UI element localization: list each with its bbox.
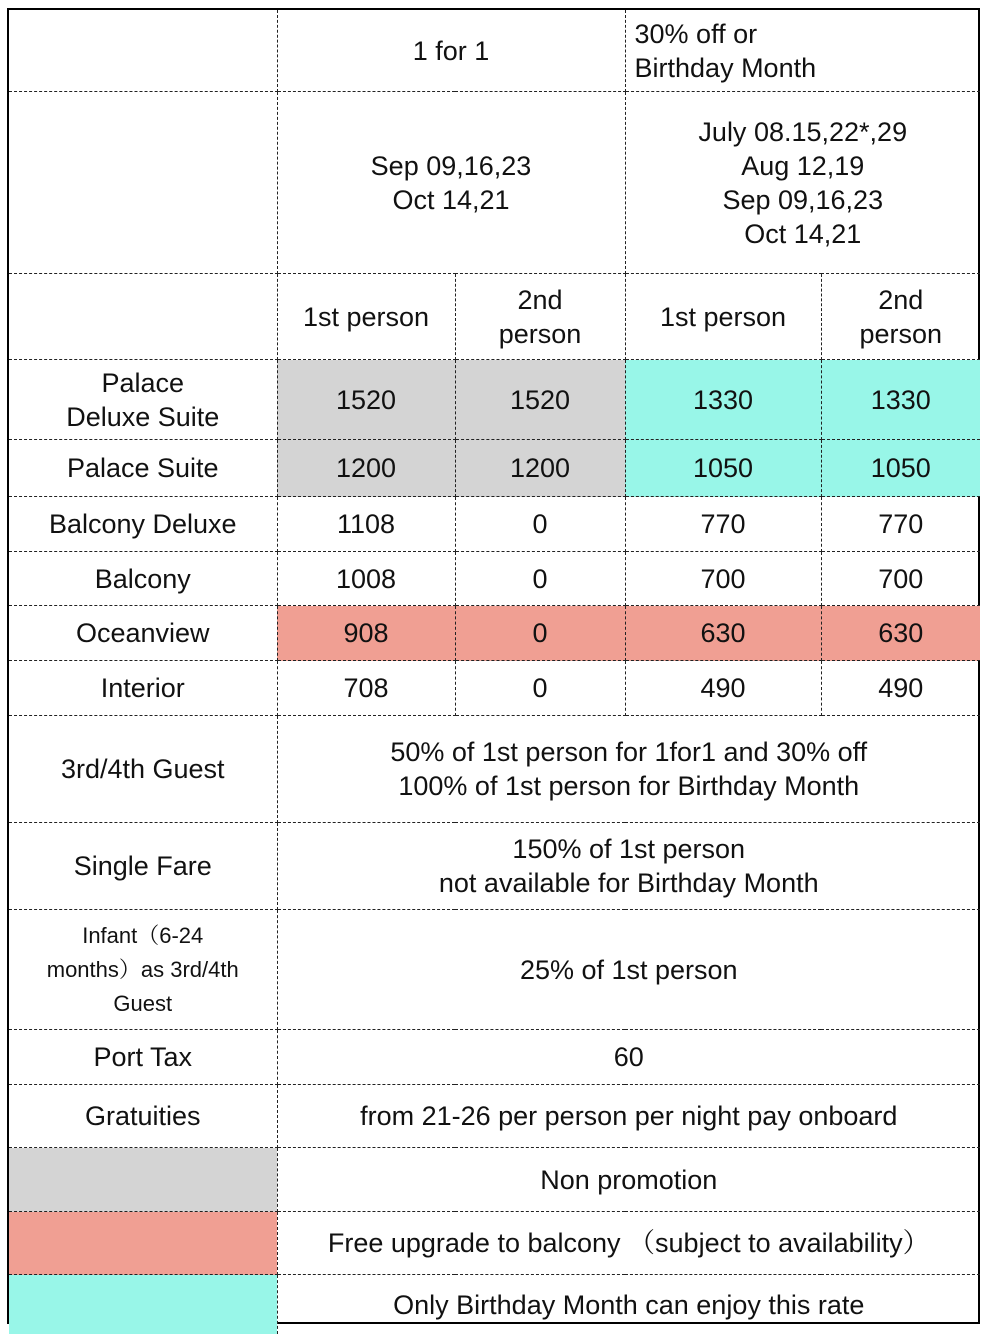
single-fare-line: not available for Birthday Month bbox=[282, 866, 977, 900]
date-line: July 08.15,22*,29 bbox=[630, 115, 977, 149]
fare-cell: 770 bbox=[821, 497, 980, 552]
single-fare-value bbox=[277, 823, 980, 910]
date-line: Oct 14,21 bbox=[282, 183, 621, 217]
legend-swatch-teal bbox=[9, 1275, 277, 1334]
second-person-header bbox=[821, 274, 980, 360]
fare-cell: 0 bbox=[455, 497, 625, 552]
first-person-header: 1st person bbox=[277, 274, 455, 360]
fare-cell: 0 bbox=[455, 606, 625, 661]
sailing-dates-row bbox=[9, 92, 980, 274]
second-person-line1: 2nd bbox=[826, 283, 977, 317]
dates-1for1-cell bbox=[277, 92, 625, 274]
promo-1for1-header: 1 for 1 bbox=[277, 10, 625, 92]
empty-person-label-cell bbox=[9, 274, 277, 360]
room-row-balcony-deluxe bbox=[9, 497, 980, 552]
room-row-interior bbox=[9, 661, 980, 716]
date-line: Sep 09,16,23 bbox=[282, 149, 621, 183]
single-fare-row bbox=[9, 823, 980, 910]
second-person-line2: person bbox=[826, 317, 977, 351]
fare-cell: 490 bbox=[821, 661, 980, 716]
guest34-row bbox=[9, 716, 980, 823]
port-tax-row bbox=[9, 1030, 980, 1085]
second-person-line2: person bbox=[460, 317, 621, 351]
port-tax-label: Port Tax bbox=[9, 1030, 277, 1085]
first-person-header: 1st person bbox=[625, 274, 821, 360]
fare-table bbox=[9, 10, 980, 1334]
fare-cell: 1520 bbox=[455, 360, 625, 440]
legend-swatch-salmon bbox=[9, 1212, 277, 1275]
gratuities-label: Gratuities bbox=[9, 1085, 277, 1148]
room-name-cell: Balcony bbox=[9, 552, 277, 606]
promo-header-row bbox=[9, 10, 980, 92]
infant-label-line: Infant（6-24 bbox=[13, 919, 273, 953]
port-tax-value: 60 bbox=[277, 1030, 980, 1085]
legend-row-birthday-only bbox=[9, 1275, 980, 1334]
promo-30off-line1: 30% off or bbox=[635, 17, 977, 51]
fare-cell: 1050 bbox=[625, 440, 821, 497]
fare-cell: 0 bbox=[455, 552, 625, 606]
legend-text-birthday-only: Only Birthday Month can enjoy this rate bbox=[277, 1275, 980, 1334]
fare-table-frame bbox=[7, 8, 980, 1324]
fare-cell: 770 bbox=[625, 497, 821, 552]
infant-row bbox=[9, 910, 980, 1030]
fare-cell: 1330 bbox=[821, 360, 980, 440]
guest34-line: 50% of 1st person for 1for1 and 30% off bbox=[282, 735, 977, 769]
fare-cell: 1008 bbox=[277, 552, 455, 606]
fare-cell: 630 bbox=[625, 606, 821, 661]
fare-cell: 490 bbox=[625, 661, 821, 716]
empty-dates-label-cell bbox=[9, 92, 277, 274]
date-line: Oct 14,21 bbox=[630, 217, 977, 251]
infant-label bbox=[9, 910, 277, 1030]
fare-cell: 700 bbox=[625, 552, 821, 606]
guest34-line: 100% of 1st person for Birthday Month bbox=[282, 769, 977, 803]
room-row-palace-suite bbox=[9, 440, 980, 497]
legend-text-non-promotion: Non promotion bbox=[277, 1148, 980, 1212]
date-line: Sep 09,16,23 bbox=[630, 183, 977, 217]
infant-label-line: months）as 3rd/4th bbox=[13, 953, 273, 987]
room-row-oceanview bbox=[9, 606, 980, 661]
empty-corner-cell bbox=[9, 10, 277, 92]
legend-row-non-promotion bbox=[9, 1148, 980, 1212]
fare-cell: 1520 bbox=[277, 360, 455, 440]
room-name-cell: Balcony Deluxe bbox=[9, 497, 277, 552]
fare-cell: 1050 bbox=[821, 440, 980, 497]
fare-cell: 0 bbox=[455, 661, 625, 716]
legend-swatch-grey bbox=[9, 1148, 277, 1212]
second-person-line1: 2nd bbox=[460, 283, 621, 317]
second-person-header bbox=[455, 274, 625, 360]
guest34-label: 3rd/4th Guest bbox=[9, 716, 277, 823]
guest34-value bbox=[277, 716, 980, 823]
fare-cell: 1200 bbox=[455, 440, 625, 497]
fare-cell: 1200 bbox=[277, 440, 455, 497]
room-name-cell bbox=[9, 360, 277, 440]
fare-cell: 700 bbox=[821, 552, 980, 606]
legend-text-free-upgrade: Free upgrade to balcony （subject to availability） bbox=[277, 1212, 980, 1275]
promo-30off-line2: Birthday Month bbox=[635, 51, 977, 85]
room-name-line: Palace bbox=[13, 366, 273, 400]
legend-row-free-upgrade bbox=[9, 1212, 980, 1275]
infant-label-line: Guest bbox=[13, 987, 273, 1021]
room-name-line: Deluxe Suite bbox=[13, 400, 273, 434]
date-line: Aug 12,19 bbox=[630, 149, 977, 183]
single-fare-line: 150% of 1st person bbox=[282, 832, 977, 866]
fare-cell: 708 bbox=[277, 661, 455, 716]
gratuities-value: from 21-26 per person per night pay onboard bbox=[277, 1085, 980, 1148]
gratuities-row bbox=[9, 1085, 980, 1148]
fare-cell: 1330 bbox=[625, 360, 821, 440]
fare-cell: 908 bbox=[277, 606, 455, 661]
room-row-palace-deluxe-suite bbox=[9, 360, 980, 440]
infant-value: 25% of 1st person bbox=[277, 910, 980, 1030]
single-fare-label: Single Fare bbox=[9, 823, 277, 910]
room-row-balcony bbox=[9, 552, 980, 606]
room-name-cell: Interior bbox=[9, 661, 277, 716]
dates-30off-cell bbox=[625, 92, 980, 274]
promo-30off-header bbox=[625, 10, 980, 92]
room-name-cell: Oceanview bbox=[9, 606, 277, 661]
fare-cell: 1108 bbox=[277, 497, 455, 552]
person-header-row bbox=[9, 274, 980, 360]
room-name-cell: Palace Suite bbox=[9, 440, 277, 497]
fare-cell: 630 bbox=[821, 606, 980, 661]
